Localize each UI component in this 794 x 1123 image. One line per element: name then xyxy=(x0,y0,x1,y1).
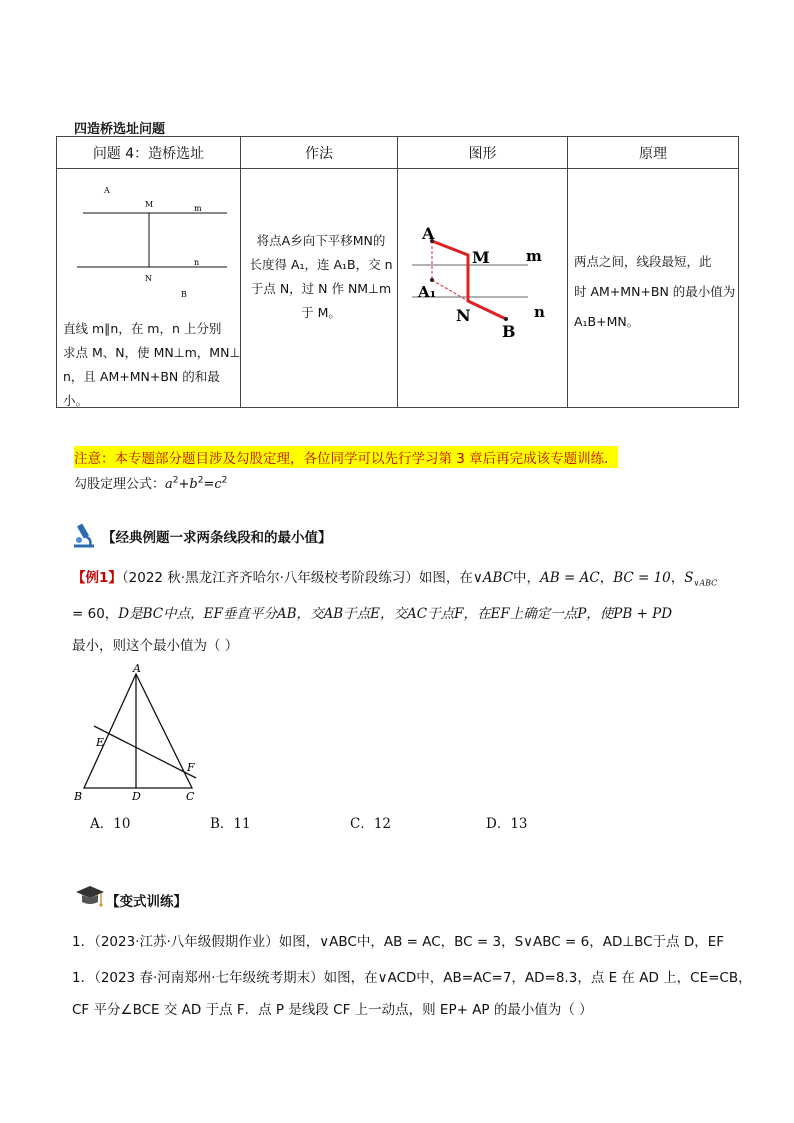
example-line1 xyxy=(72,566,732,588)
tri-label-d: D xyxy=(132,790,141,803)
principle-line: A₁B+MN。 xyxy=(574,314,640,329)
header-method: 作法 xyxy=(241,137,398,169)
example-eq: BC = 10 xyxy=(613,570,671,586)
fig-label-n-line: n xyxy=(534,303,545,321)
problem-line: n，且 AM+MN+BN 的和最小。 xyxy=(63,369,220,408)
figure-cell xyxy=(398,169,568,408)
fig-label-b: B xyxy=(502,322,516,341)
microscope-icon xyxy=(70,522,98,550)
bridge-figure xyxy=(398,169,568,409)
header-principle: 原理 xyxy=(568,137,739,169)
label-m-line: m xyxy=(194,204,202,213)
problem-text xyxy=(63,317,241,413)
formula-a: a xyxy=(165,477,173,492)
principle-text xyxy=(574,247,736,337)
example-text: （2022 秋·黑龙江齐齐哈尔·八年级校考阶段练习）如图，在 xyxy=(121,570,473,586)
problem-line: 求点 M、N，使 MN⊥m，MN⊥ xyxy=(63,345,241,360)
variant-heading: 【变式训练】 xyxy=(106,894,187,910)
method-line: 于 M。 xyxy=(301,305,341,320)
example-line3: 最小，则这个最小值为（ ） xyxy=(72,638,239,654)
variant-1: 1．（2023·江苏·八年级假期作业）如图，∨ABC中，AB = AC，BC = 3，S∨ABC = 6，AD⊥BC于点 D，EF xyxy=(72,934,725,950)
tri-label-e: E xyxy=(96,736,105,749)
option-c[interactable]: C．12 xyxy=(350,816,392,832)
option-d[interactable]: D．13 xyxy=(486,816,528,832)
variant-2: 1．（2023 春·河南郑州·七年级统考期末）如图，在∨ACD中，AB=AC=7，AD=8.3，点 E 在 AD 上，CE=CB， xyxy=(72,970,752,986)
example-sep: ， xyxy=(670,570,685,586)
label-a: A xyxy=(104,186,110,195)
graduation-cap-icon xyxy=(74,884,104,912)
fig-label-a1: A₁ xyxy=(418,283,437,301)
method-text xyxy=(247,229,395,325)
example-s-sub: ∨ABC xyxy=(693,578,718,588)
note-highlight: 注意：本专题部分题目涉及勾股定理，各位同学可以先行学习第 3 章后再完成该专题训练． xyxy=(74,446,618,468)
principle-cell xyxy=(568,169,739,408)
problem-line: 直线 m∥n，在 m，n 上分别 xyxy=(63,321,222,336)
section-title: 四造桥选址问题 xyxy=(74,122,166,137)
method-line: 长度得 A₁，连 A₁B，交 n xyxy=(249,257,393,272)
fig-label-m: M xyxy=(472,248,490,267)
fig-label-n: N xyxy=(456,306,471,325)
tri-label-b: B xyxy=(74,790,83,803)
example-text: D是BC中点，EF垂直平分AB，交AB于点E，交AC于点F，在EF上确定一点P，使PB + PD xyxy=(118,606,673,622)
example-text: 中， xyxy=(513,570,541,586)
example-triangle: ∨ABC xyxy=(472,570,514,586)
principle-line: 两点之间，线段最短，此 xyxy=(574,254,712,269)
example-eq: AB = AC xyxy=(540,570,600,586)
label-b: B xyxy=(181,290,187,299)
label-n-point: N xyxy=(145,274,152,283)
label-m-point: M xyxy=(145,200,154,209)
formula-b: b xyxy=(189,477,198,492)
classic-heading: 【经典例题一求两条线段和的最小值】 xyxy=(102,530,332,546)
fig-label-m-line: m xyxy=(526,247,542,265)
problem-diagram xyxy=(57,169,241,314)
formula-exp: 2 xyxy=(172,475,179,486)
variant-2-cont: CF 平分∠BCE 交 AD 于点 F．点 P 是线段 CF 上一动点，则 EP+ AP 的最小值为（ ） xyxy=(72,1002,593,1018)
tri-label-f: F xyxy=(187,761,195,774)
example-sep: ， xyxy=(599,570,614,586)
pythagoras-formula: 勾股定理公式：$a^2+b^2=c^2$ xyxy=(74,475,228,492)
problem-cell xyxy=(57,169,241,408)
method-cell xyxy=(241,169,398,408)
option-b[interactable]: B．11 xyxy=(210,816,251,832)
triangle-figure xyxy=(70,662,210,807)
formula-exp: 2 xyxy=(221,475,228,486)
option-a[interactable]: A．10 xyxy=(90,816,131,832)
principle-line: 时 AM+MN+BN 的最小值为 xyxy=(574,284,736,299)
example-line2 xyxy=(72,602,752,622)
formula-exp: 2 xyxy=(197,475,204,486)
tri-label-a: A xyxy=(133,662,141,675)
example-text: = 60， xyxy=(72,606,119,622)
fig-label-a: A xyxy=(422,224,435,243)
example-tag: 【例1】 xyxy=(72,570,122,586)
example-s: S xyxy=(684,570,694,586)
header-problem: 问题 4：造桥选址 xyxy=(57,137,241,169)
formula-c: c xyxy=(214,477,222,492)
bridge-table xyxy=(56,136,739,408)
method-line: 将点A乡向下平移MN的 xyxy=(256,233,386,248)
label-n-line: n xyxy=(194,258,200,267)
tri-label-c: C xyxy=(186,790,195,803)
formula-label: 勾股定理公式： xyxy=(74,477,166,492)
header-figure: 图形 xyxy=(398,137,568,169)
method-line: 于点 N，过 N 作 NM⊥m xyxy=(250,281,392,296)
